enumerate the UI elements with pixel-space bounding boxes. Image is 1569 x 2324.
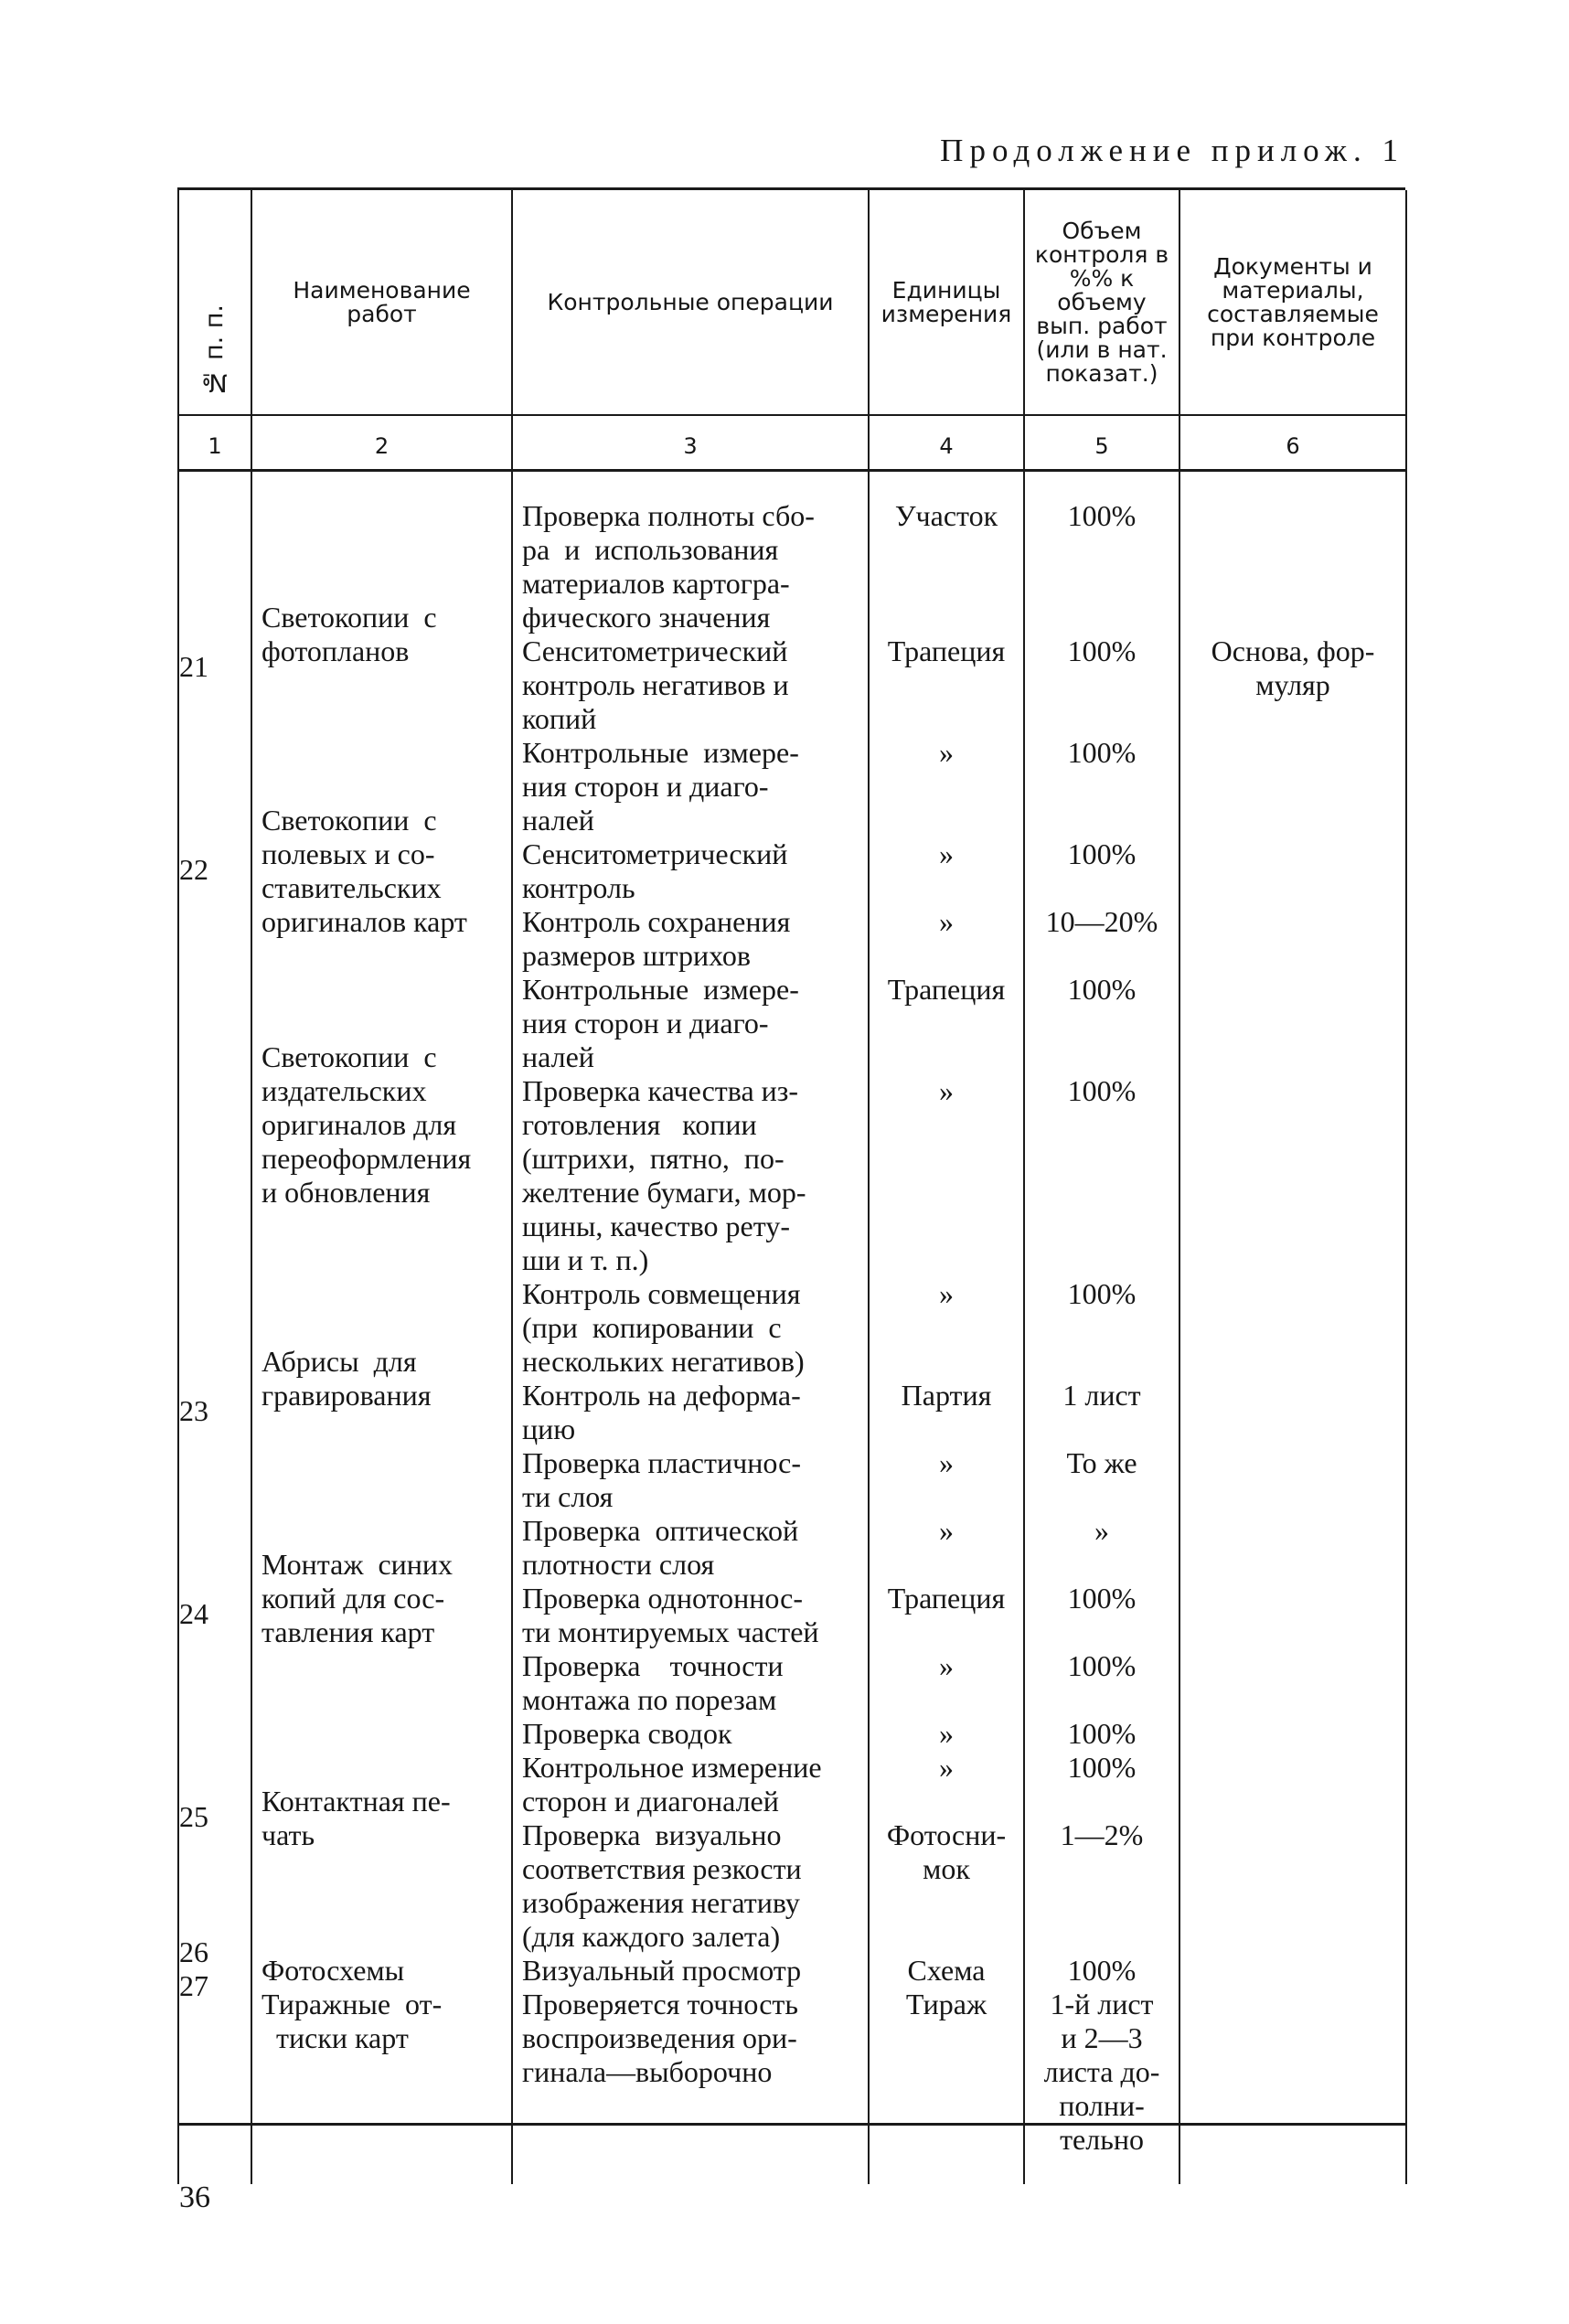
documents-and-materials: Основа, фор- муляр <box>1211 634 1375 701</box>
control-table-wrapper <box>177 187 1405 2184</box>
control-table <box>177 190 1407 2184</box>
column-number: 2 <box>251 415 512 471</box>
column-number: 5 <box>1024 415 1179 471</box>
numbers-column <box>178 471 251 2185</box>
control-volume: 100% 100% 100% 100% 10—20% 100% 100% 100% 1 лист То же » 100% 100% 100% 100% 1—2% 100% 1-й лист и 2—3 листа до- полни- тельно <box>1043 499 1160 2156</box>
table-row <box>178 471 1406 2185</box>
column-header-volume: Объем контроля в %% к объему вып. работ (или в нат. показат.) <box>1024 190 1179 415</box>
column-header-operations: Контрольные операции <box>512 190 869 415</box>
control-operations: Проверка полноты сбо- ра и использования материалов картогра- фического значения Сенситометрический контроль негативов и копий Контрольные измере- ния сторон и диаго- налей Сенситометрический контроль Контроль сохранения размеров штрихов Контрольные измере- ния сторон и диаго- налей Проверка качества из- готовления копии (штрихи, пятно, по- желтение бумаги, мор- щины, качество рету- ши и т. п.) Контроль совмещения (при копировании с нескольких негативов) Контроль на деформа- цию Проверка пластичнос- ти слоя Проверка оптической плотности слоя Проверка однотоннос- ти монтируемых частей Проверка точности монтажа по порезам Проверка сводок Контрольное измерение сторон и диагоналей Проверка визуально соответствия резкости изображения негативу (для каждого залета) Визуальный просмотр Проверяется точность воспроизведения ори- гинала—выборочно <box>522 499 822 2088</box>
column-number: 6 <box>1179 415 1406 471</box>
table-body <box>178 471 1406 2185</box>
column-number-row <box>178 415 1406 471</box>
table-header <box>178 190 1406 471</box>
table-bottom-rule <box>177 2123 1405 2126</box>
column-header-units: Единицы измерения <box>869 190 1024 415</box>
page-number: 36 <box>179 2180 210 2214</box>
column-header-number: № п. п. <box>178 190 251 415</box>
row-numbers: 21 22 23 24 25 26 27 <box>179 650 208 2002</box>
operations-column <box>512 471 869 2185</box>
work-names: Светокопии с фотопланов Светокопии с полевых и со- ставительских оригиналов карт Светокопии с издательских оригиналов для переоформления и обновления Абрисы для гравирования Монтаж синих копий для сос- тавления карт Контактная пе- чать Фотосхемы Тиражные от- тиски карт <box>262 601 472 2054</box>
volume-column <box>1024 471 1179 2185</box>
column-number: 1 <box>178 415 251 471</box>
continuation-header: Продолжение прилож. 1 <box>940 133 1404 168</box>
units-column <box>869 471 1024 2185</box>
column-number: 3 <box>512 415 869 471</box>
column-header-work-name: Наименование работ <box>251 190 512 415</box>
work-names-column <box>251 471 512 2185</box>
column-number: 4 <box>869 415 1024 471</box>
documents-column <box>1179 471 1406 2185</box>
units-of-measure: Участок Трапеция » » » Трапеция » » Партия » » Трапеция » » » Фотосни- мок Схема Тираж <box>886 499 1007 2020</box>
column-header-documents: Документы и материалы, составляемые при контроле <box>1179 190 1406 415</box>
